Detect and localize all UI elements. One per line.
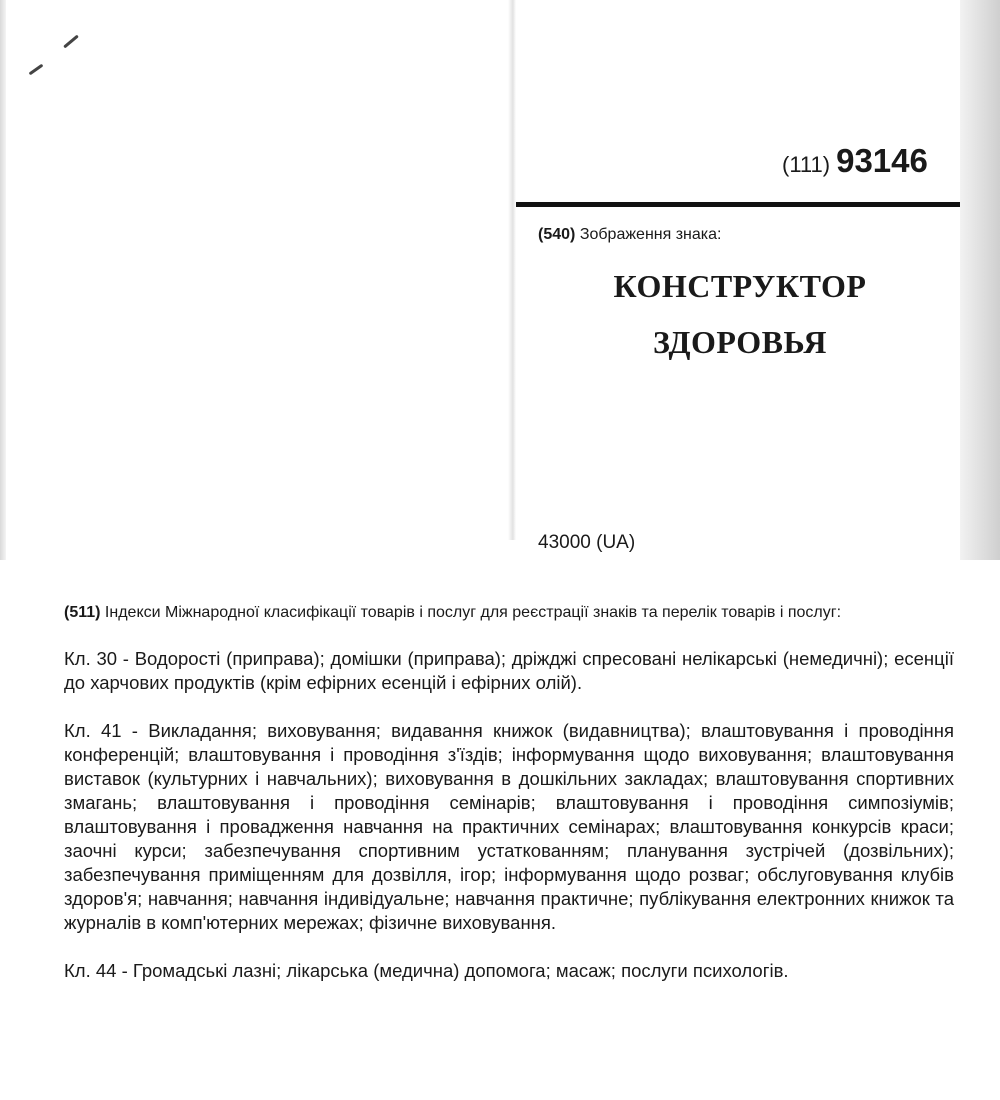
scan-edge-left: [0, 0, 6, 560]
classification-section: [64, 603, 954, 1007]
mark-label-code: (540): [538, 226, 576, 243]
mark-image-label: [538, 226, 721, 244]
classification-code: (511): [64, 604, 101, 621]
registration-value: 93146: [836, 142, 928, 179]
class-41-paragraph: Кл. 41 - Викладання; виховування; видавання книжок (видавництва); влаштовування і проводіння конференцій; влаштовування і проводіння з'їздів; інформування щодо виховування; влаштовування виставок (культурних і навчальних); виховування в дошкільних закладах; влаштовування спортивних змагань; влаштовування і проводіння семінарів; влаштовування і проводіння симпозіумів; влаштовування і провадження навчання на практичних семінарах; влаштовування конкурсів краси; заочні курси; забезпечування спортивним устаткованням; планування зустрічей (дозвільних); забезпечування приміщенням для дозвілля, ігор; інформування щодо розваг; обслуговування клубів здоров'я; навчання; навчання індивідуальне; навчання практичне; публікування електронних книжок та журналів в комп'ютерних мережах; фізичне виховування.: [64, 720, 954, 933]
mark-label-text: Зображення знака:: [579, 226, 722, 243]
classification-intro: [64, 603, 954, 623]
staple-mark: [29, 64, 44, 76]
class-30-paragraph: Кл. 30 - Водорості (приправа); домішки (приправа); дріжджі спресовані нелікарські (немедичні); есенції до харчових продуктів (крім ефірних есенцій і ефірних олій).: [64, 648, 954, 693]
registration-number: [782, 142, 928, 180]
staple-mark: [63, 35, 79, 49]
applicant-address: 43000 (UA): [538, 532, 636, 553]
page-fold-shadow: [508, 0, 516, 540]
classification-intro-text: Індекси Міжнародної класифікації товарів і послуг для реєстрації знаків та перелік товарів і послуг:: [104, 604, 842, 621]
trademark-image: [560, 258, 920, 370]
scan-edge-right: [960, 0, 1000, 560]
header-divider: [516, 202, 960, 207]
trademark-line-1: КОНСТРУКТОР: [613, 268, 867, 304]
class-44-paragraph: Кл. 44 - Громадські лазні; лікарська (медична) допомога; масаж; послуги психологів.: [64, 960, 789, 981]
registration-code: (111): [782, 152, 831, 177]
trademark-line-2: ЗДОРОВЬЯ: [653, 324, 827, 360]
